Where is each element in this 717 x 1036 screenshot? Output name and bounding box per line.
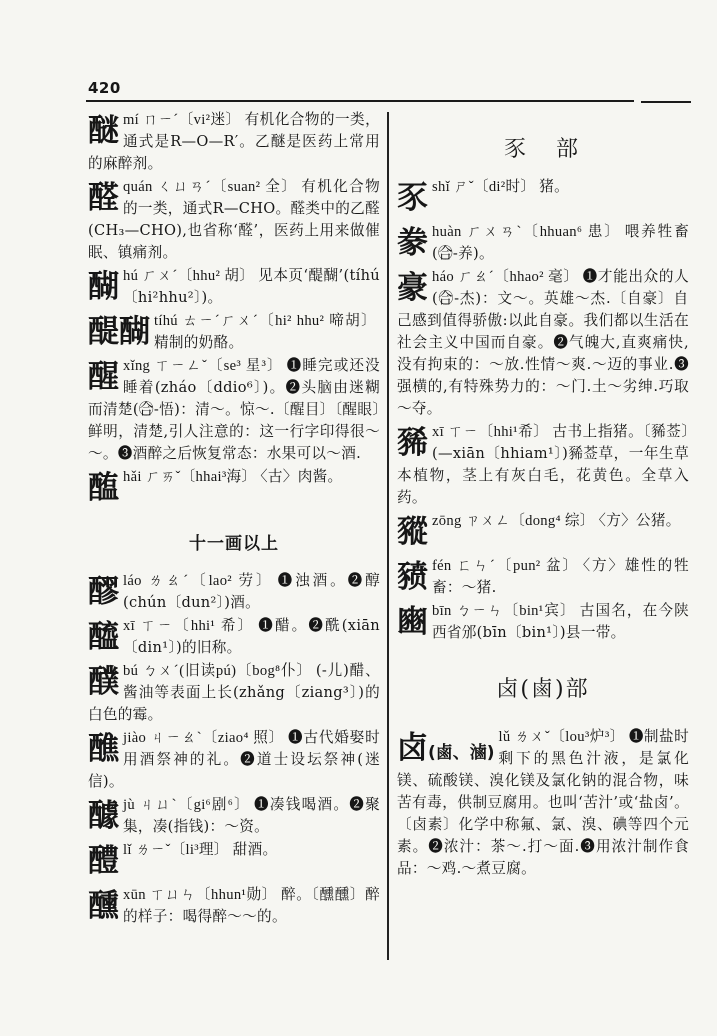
entry-definition: 有机化合物的一类，通式是R—O—R′。乙醚是医药上常用的麻醉剂。 [88, 111, 380, 172]
page-number: 420 [88, 79, 121, 97]
entry-headword: 豵 [397, 514, 428, 550]
dictionary-entry [88, 310, 380, 354]
entry-pronunciation: xūn ㄒㄩㄣ〔hhun¹勋〕 [123, 887, 277, 903]
entry-headword: 豕 [397, 180, 428, 216]
entry-pronunciation: xǐng ㄒㄧㄥˇ〔se³ 星³〕 [123, 358, 283, 374]
entry-headword-variant: (鹵、滷) [428, 743, 495, 763]
entry-pronunciation: mí ㄇㄧˊ〔vi²迷〕 [123, 112, 241, 128]
section-heading: 十一画以上 [189, 534, 279, 554]
dictionary-entry [397, 600, 689, 644]
dictionary-entry [88, 176, 380, 264]
entry-pronunciation: láo ㄌㄠˊ〔lao² 劳〕 [123, 573, 274, 589]
entry-headword: 醮 [88, 731, 119, 767]
dictionary-entry [88, 884, 380, 928]
entry-definition: 醉。〔醺醺〕醉的样子：喝得醉～～的。 [123, 886, 380, 925]
entry-pronunciation: quán ㄑㄩㄢˊ〔suan² 全〕 [123, 179, 298, 195]
dictionary-entry [397, 176, 689, 220]
entry-pronunciation: tíhú ㄊㄧˊㄏㄨˊ〔hi² hhu² 啼胡〕 [154, 313, 376, 329]
entry-headword: 豢 [397, 225, 428, 261]
entry-pronunciation: bú ㄅㄨˊ(旧读pú)〔bog⁸仆〕 [123, 663, 312, 679]
dictionary-entry [397, 510, 689, 554]
entry-headword: 醒 [88, 359, 119, 395]
dictionary-entry [397, 726, 689, 880]
entry-pronunciation: fén ㄈㄣˊ〔pun² 盆〕 [432, 558, 579, 574]
entry-definition: 精制的奶酪。 [154, 334, 244, 351]
entry-pronunciation: bīn ㄅㄧㄣ〔bin¹宾〕 [432, 603, 576, 619]
entry-headword: 豪 [397, 270, 428, 306]
entry-definition: ❶制盐时剩下的黑色汁液，是氯化镁、硫酸镁、溴化镁及氯化钠的混合物，味苦有毒，供制豆腐用。也叫‘苦汁’或‘盐卤’。〔卤素〕化学中称氟、氯、溴、碘等四个元素。❷浓汁：茶～.打～面.❸用浓汁制作食品：～鸡.～煮豆腐。 [397, 728, 689, 877]
entry-definition: 甜酒。 [232, 841, 278, 858]
entry-definition: 〈方〉公猪。 [598, 512, 681, 529]
entry-definition: ❶凑钱喝酒。❷聚集，凑(指钱)：～资。 [123, 796, 380, 835]
entry-headword: 豮 [397, 559, 428, 595]
header-rule-end [641, 101, 691, 103]
dictionary-entry [88, 615, 380, 659]
entry-headword: 醺 [88, 888, 119, 924]
entry-headword: 卤 [397, 730, 428, 766]
entry-definition: ❶浊酒。❷醇(chún〔dun²〕)酒。 [123, 572, 380, 611]
dictionary-entry [88, 839, 380, 883]
entry-headword: 醍醐 [88, 314, 150, 350]
dictionary-entry [397, 421, 689, 509]
dictionary-entry [397, 221, 689, 265]
dictionary-entry [397, 266, 689, 420]
dictionary-entry [88, 109, 380, 175]
entry-pronunciation: lǐ ㄌㄧˇ〔li³理〕 [123, 842, 229, 858]
entry-definition: 古书上指猪。〔豨莶〕(—xiān〔hhiam¹〕)豨莶草，一年生草本植物，茎上有灰白毛，花黄色。全草入药。 [397, 423, 689, 506]
entry-definition: 有机化合物的一类，通式R—CHO。醛类中的乙醛(CH₃—CHO),也省称‘醛’，医药上用来做催眠、镇痛剂。 [88, 178, 380, 261]
entry-pronunciation: hú ㄏㄨˊ〔hhu² 胡〕 [123, 268, 255, 284]
right-column [397, 118, 689, 881]
dictionary-entry [88, 466, 380, 510]
entry-definition: (-儿)醋、酱油等表面上长(zhǎng〔ziang³〕)的白色的霉。 [88, 662, 380, 723]
entry-pronunciation: háo ㄏㄠˊ〔hhao² 毫〕 [432, 269, 579, 285]
entry-pronunciation: hǎi ㄏㄞˇ〔hhai³海〕 [123, 469, 257, 485]
entry-definition: 喂养牲畜(合⃝-养)。 [432, 223, 689, 262]
entry-definition: 猪。 [539, 178, 570, 195]
section-heading: 卤(鹵)部 [496, 677, 590, 702]
entry-headword: 醵 [88, 798, 119, 834]
entry-definition: ❶睡完或还没睡着(zháo〔ddio⁶〕)。❷头脑由迷糊而清楚(合⃝-悟)：清～。惊～.〔醒目〕〔醒眼〕鲜明，清楚,引人注意的：这一行字印得很～～。❸酒醉之后恢复常态：水果可以～酒. [88, 357, 380, 462]
header-rule [86, 100, 634, 102]
dictionary-entry [397, 555, 689, 599]
entry-definition: 古国名，在今陕西省邠(bīn〔bin¹〕)县一带。 [432, 602, 689, 641]
entry-pronunciation: huàn ㄏㄨㄢˋ〔hhuan⁶ 患〕 [432, 224, 621, 240]
dictionary-entry [88, 794, 380, 838]
entry-headword: 豨 [397, 425, 428, 461]
section-heading: 豕 部 [503, 137, 582, 162]
entry-definition: ❶才能出众的人(合⃝-杰)：文～。英雄～杰.〔自豪〕自己感到值得骄傲:以此自豪。我们都以生活在社会主义中国而自豪。❷气魄大,直爽痛快,没有拘束的：～放.性情～爽.～迈的事业.❸强横的,有特殊势力的：～门.土～劣绅.巧取～夺。 [397, 268, 689, 417]
entry-headword: 醛 [88, 180, 119, 216]
entry-headword: 醪 [88, 574, 119, 610]
entry-headword: 醯 [88, 619, 119, 655]
dictionary-entry [88, 570, 380, 614]
dictionary-entry [88, 265, 380, 309]
left-column [88, 109, 380, 929]
entry-definition: 〈方〉雄性的牲畜：～猪. [432, 557, 689, 596]
entry-headword: 醚 [88, 113, 119, 149]
entry-pronunciation: xī ㄒㄧ〔hhi¹ 希〕 [123, 618, 255, 634]
entry-pronunciation: zōng ㄗㄨㄥ〔dong⁴ 综〕 [432, 513, 595, 529]
entry-headword: 豳 [397, 604, 428, 640]
dictionary-entry [88, 660, 380, 726]
entry-headword: 醢 [88, 470, 119, 506]
entry-definition: ❶醋。❷酰(xiān〔din¹〕)的旧称。 [123, 617, 380, 656]
entry-definition: ❶古代婚娶时用酒祭神的礼。❷道士设坛祭神(迷信)。 [88, 729, 380, 790]
entry-pronunciation: jù ㄐㄩˋ〔gi⁶剧⁶〕 [123, 797, 251, 813]
entry-headword: 醴 [88, 843, 119, 879]
entry-pronunciation: lǔ ㄌㄨˇ〔lou³炉³〕 [498, 729, 625, 745]
dictionary-entry [88, 355, 380, 465]
entry-definition: 见本页‘醍醐’(tíhú〔hi²hhu²〕)。 [123, 267, 380, 306]
dictionary-entry [88, 727, 380, 793]
entry-pronunciation: shǐ ㄕˇ〔di²时〕 [432, 179, 536, 195]
entry-headword: 醐 [88, 269, 119, 305]
entry-pronunciation: xī ㄒㄧ〔hhi¹希〕 [432, 424, 549, 440]
entry-definition: 〈古〉肉酱。 [260, 468, 343, 485]
entry-headword: 醭 [88, 664, 119, 700]
entry-headword-group [397, 728, 495, 770]
column-divider [387, 112, 389, 960]
entry-pronunciation: jiào ㄐㄧㄠˋ〔ziao⁴ 照〕 [123, 730, 285, 746]
